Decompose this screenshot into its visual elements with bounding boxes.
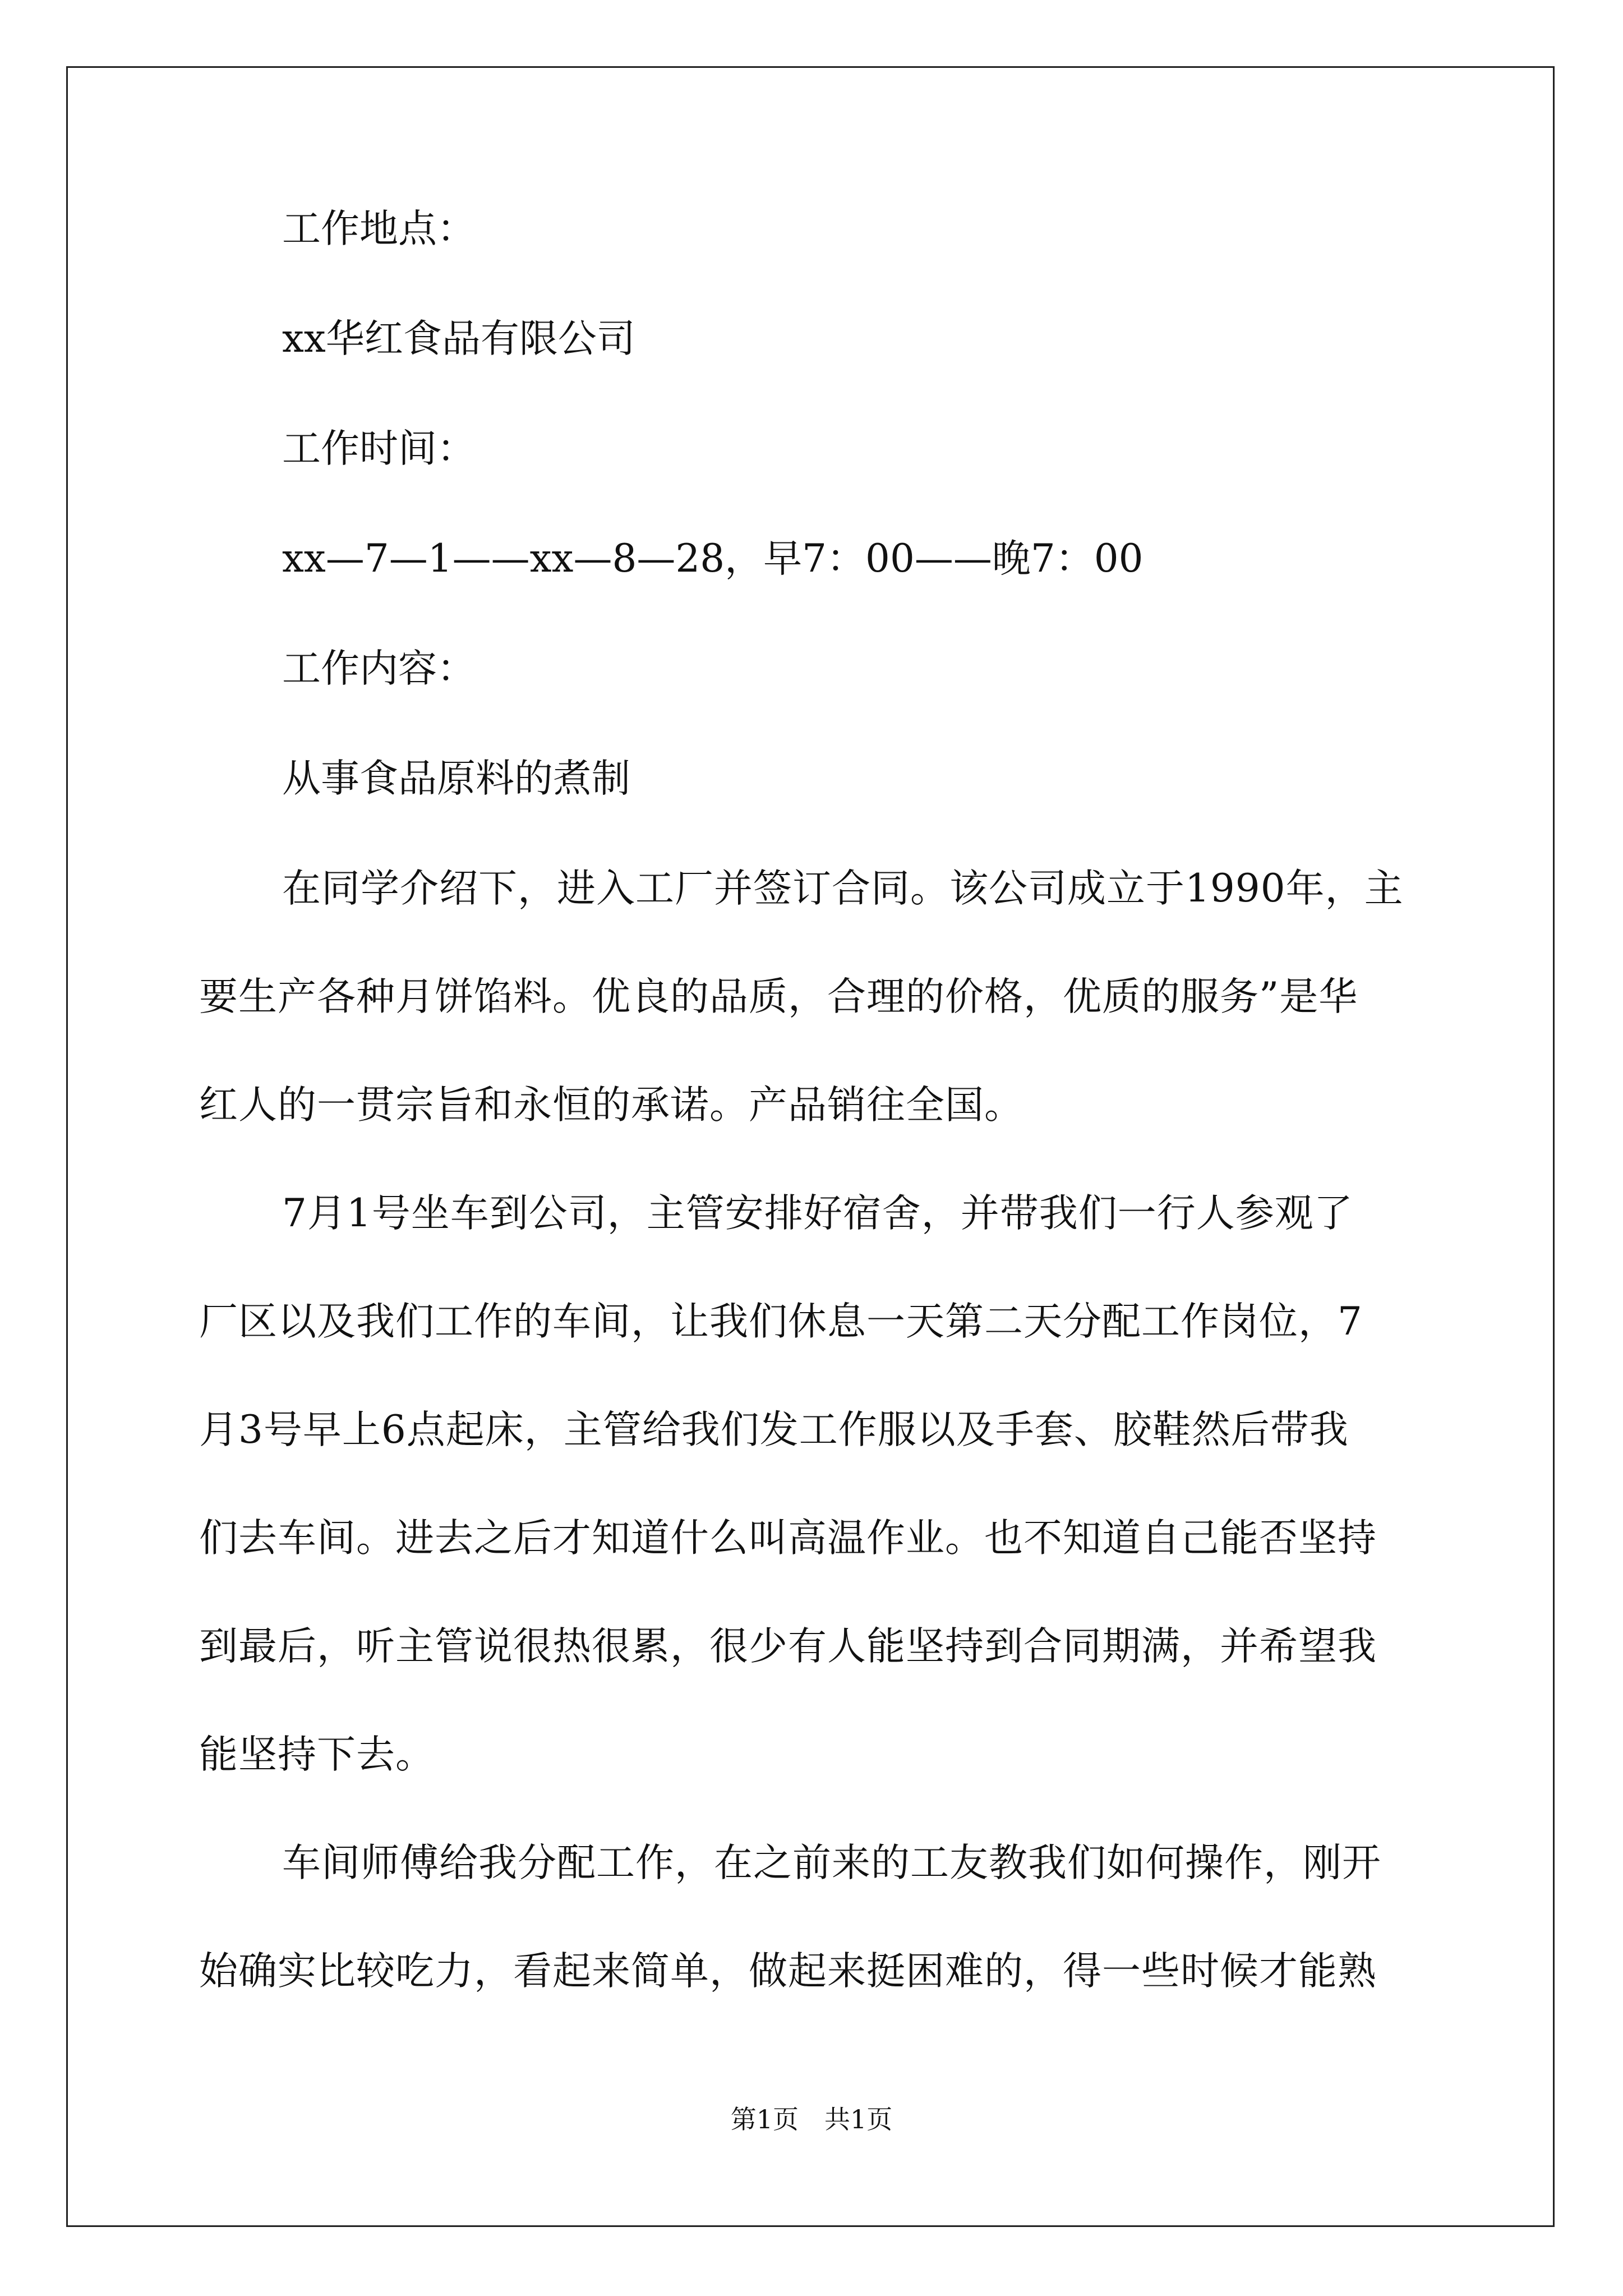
page-number-total: 共1页 (824, 2104, 893, 2134)
document-body (199, 202, 1424, 2053)
value-work-location: xx华红食品有限公司 (282, 316, 635, 361)
text-line: 7月1号坐车到公司，主管安排好宿舍，并带我们一行人参观了 (282, 1191, 1353, 1236)
text-line: 红人的一贯宗旨和永恒的承诺。产品销往全国。 (199, 1083, 1023, 1128)
page-footer (0, 2102, 1623, 2136)
text-line: 车间师傅给我分配工作，在之前来的工友教我们如何操作，刚开 (282, 1841, 1381, 1885)
paragraph-workshop (199, 1836, 1424, 1998)
page-number-current: 第1页 (730, 2104, 799, 2134)
paragraph-company-intro (199, 862, 1424, 1132)
text-line: 能坚持下去。 (199, 1732, 435, 1777)
text-line: 要生产各种月饼馅料。优良的品质，合理的价格，优质的服务”是华 (199, 974, 1358, 1019)
label-work-time: 工作时间： (282, 426, 476, 471)
value-work-content: 从事食品原料的煮制 (282, 756, 630, 801)
text-line: 到最后，听主管说很热很累，很少有人能坚持到合同期满，并希望我 (199, 1624, 1377, 1669)
label-work-location: 工作地点： (282, 206, 476, 251)
value-work-time: xx—7—1——xx—8—28，早7：00——晚7：00 (282, 536, 1144, 581)
text-line: 月3号早上6点起床，主管给我们发工作服以及手套、胶鞋然后带我 (199, 1407, 1349, 1452)
text-line: 在同学介绍下，进入工厂并签订合同。该公司成立于1990年，主 (282, 866, 1404, 911)
paragraph-arrival (199, 1186, 1424, 1782)
text-line: 厂区以及我们工作的车间，让我们休息一天第二天分配工作岗位，7 (199, 1299, 1363, 1344)
text-line: 始确实比较吃力，看起来简单，做起来挺困难的，得一些时候才能熟 (199, 1949, 1377, 1994)
label-work-content: 工作内容： (282, 646, 476, 691)
text-line: 们去车间。进去之后才知道什么叫高温作业。也不知道自己能否坚持 (199, 1516, 1377, 1561)
